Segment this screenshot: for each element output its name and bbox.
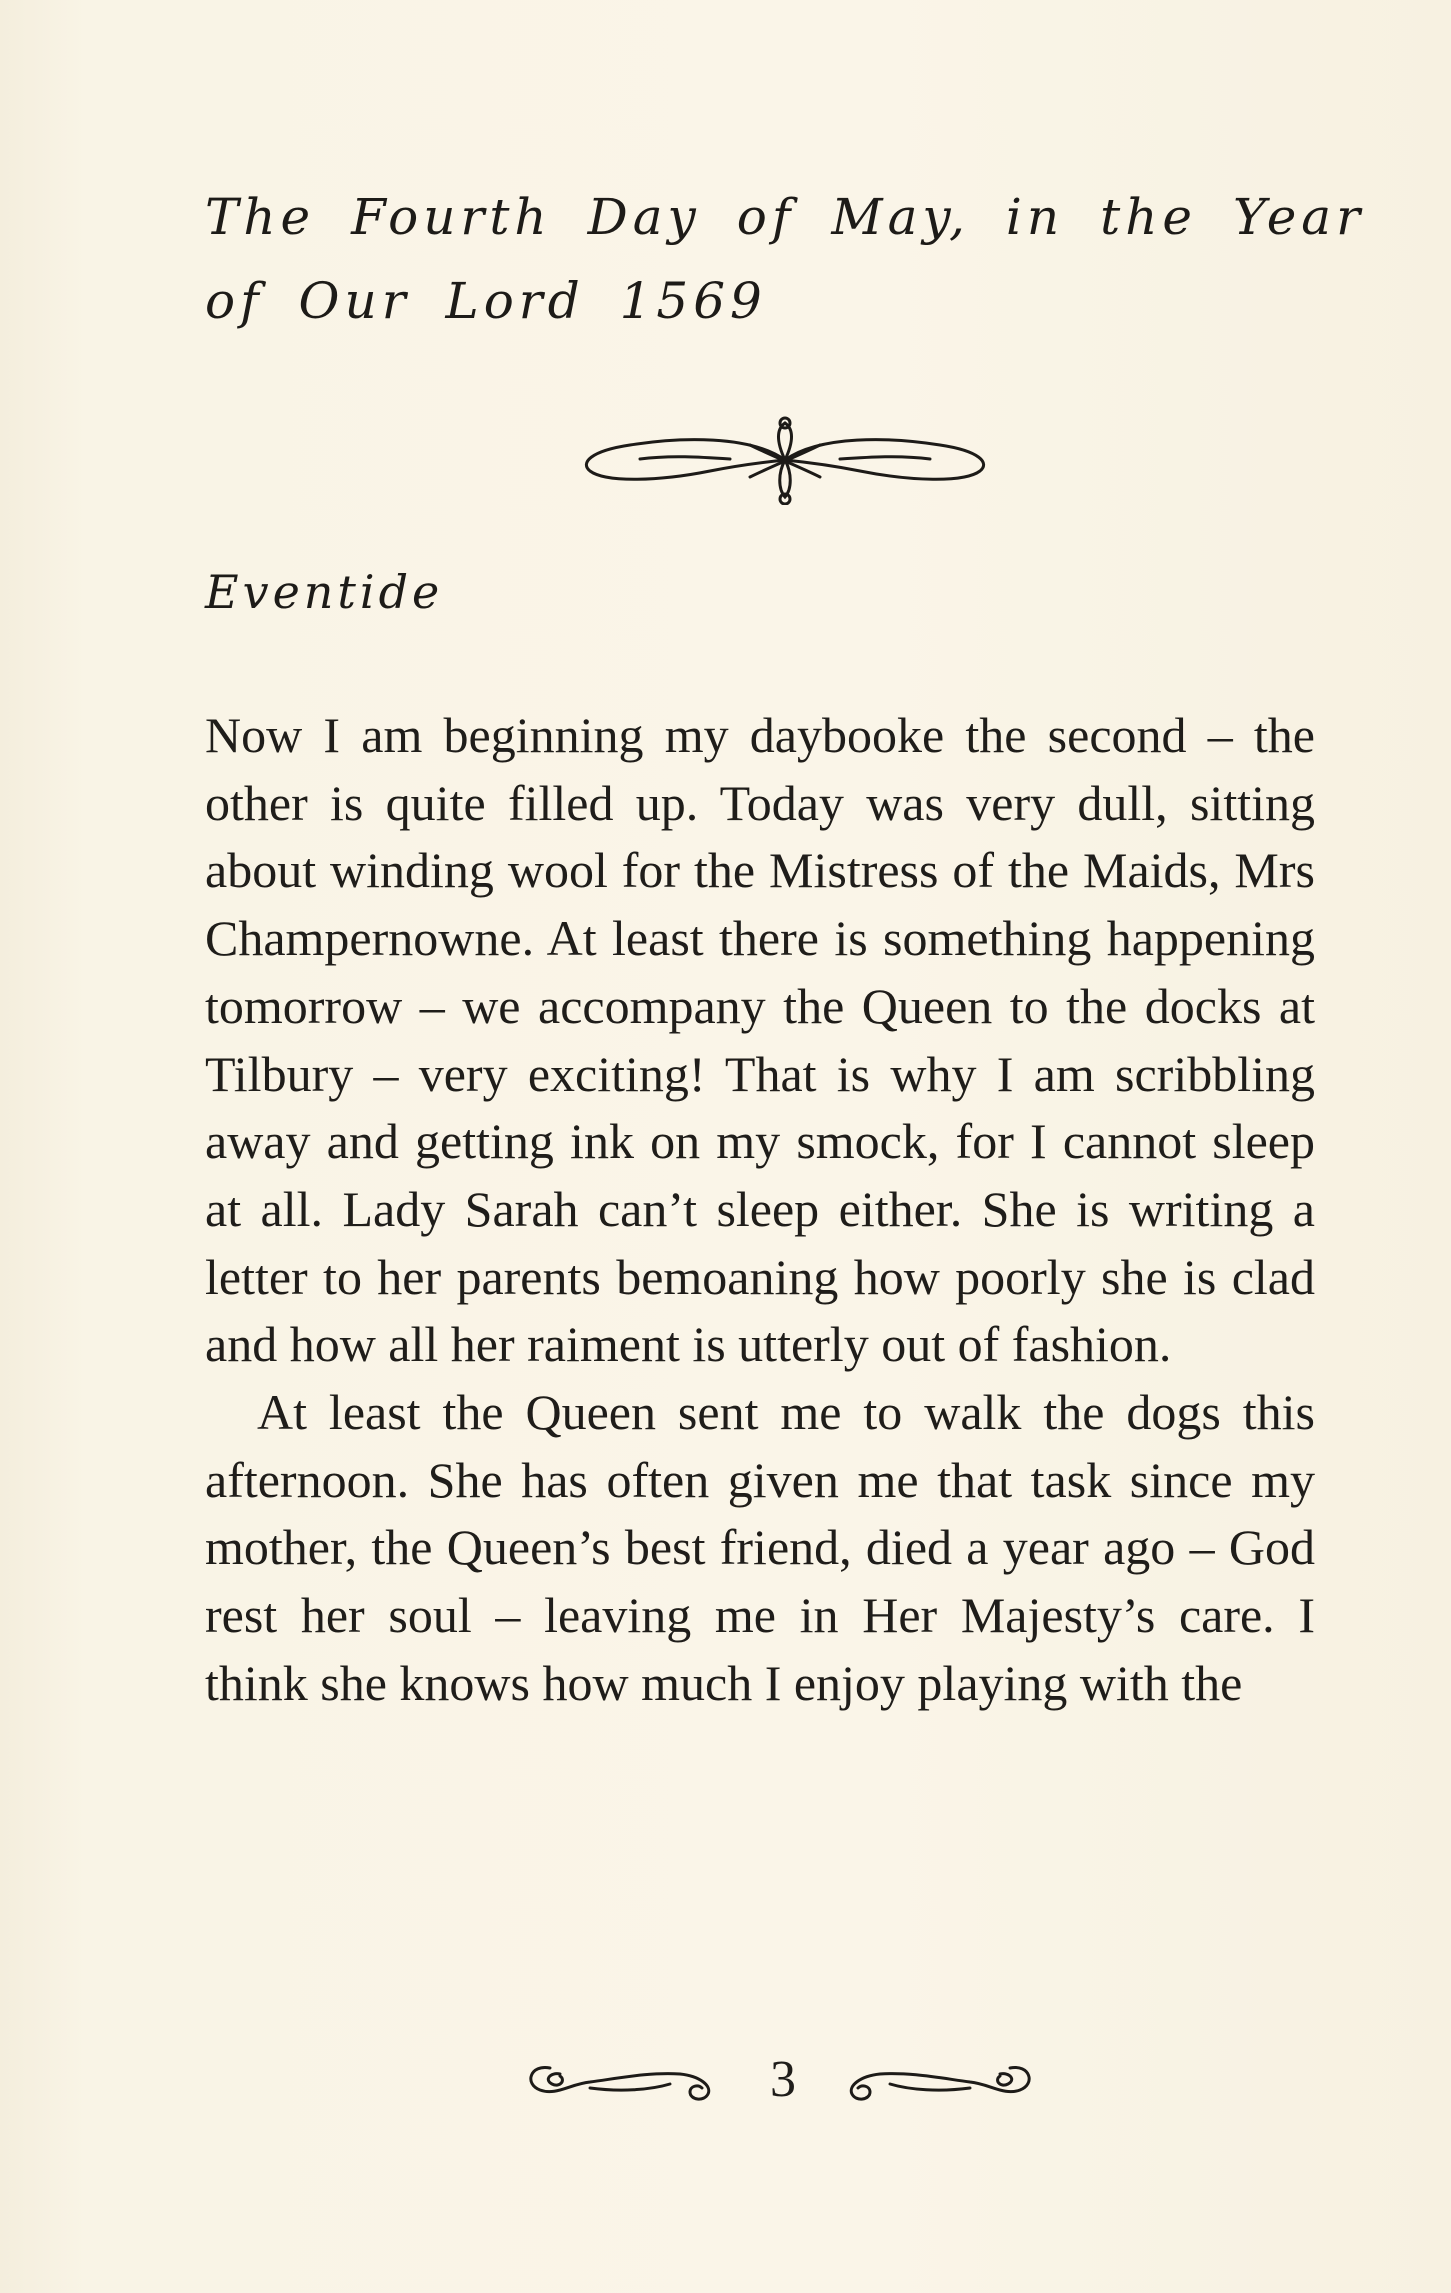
chapter-heading: The Fourth Day of May, in the Year of Our Lord 1569 bbox=[205, 188, 1365, 330]
scroll-flourish-right-icon bbox=[840, 2054, 1040, 2106]
body-text bbox=[205, 702, 1315, 1718]
flourish-divider-icon bbox=[570, 415, 1000, 505]
paragraph: At least the Queen sent me to walk the dogs this afternoon. She has often given me that task since my mother, the Queen’s best friend, died a year ago – God rest her soul – leaving me in Her Majesty’s care. I think she knows how much I enjoy playing with the bbox=[205, 1384, 1315, 1711]
scroll-flourish-left-icon bbox=[520, 2054, 720, 2106]
section-subheading: Eventide bbox=[205, 565, 444, 619]
page-number: 3 bbox=[770, 2051, 796, 2108]
page-footer bbox=[520, 2040, 1040, 2120]
paragraph: Now I am beginning my daybooke the second – the other is quite filled up. Today was very dull, sitting about winding wool for the Mistress of the Maids, Mrs Champernowne. At least there is something happening tomorrow – we accompany the Queen to the docks at Tilbury – very exciting! That is why I am scribbling away and getting ink on my smock, for I cannot sleep at all. Lady Sarah can’t sleep either. She is writing a letter to her parents bemoaning how poorly she is clad and how all her raiment is utterly out of fashion. bbox=[205, 707, 1315, 1373]
